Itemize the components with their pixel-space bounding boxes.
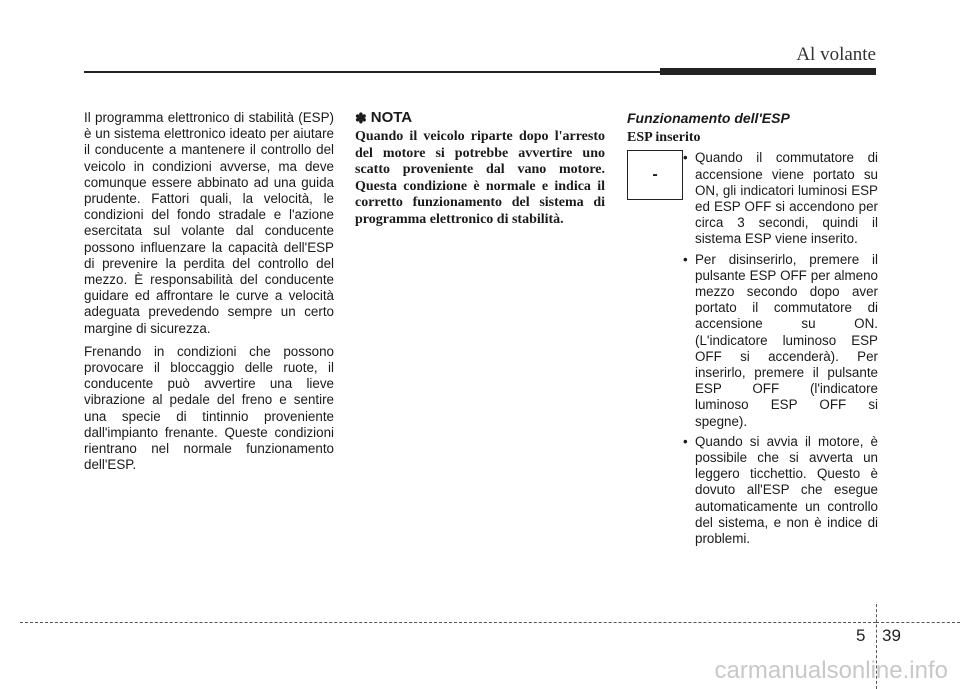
intro-paragraph-1: Il programma elettronico di stabilità (ESP) è un sistema elettronico ideato per aiutare il conducente a mantenere il controllo del veicolo in condizioni avverse, ma deve comunque essere abbinato ad una guida prudente. Fattori quali, la velocità, le condizioni del fondo stradale e l'azione esercitata sul volante dal conducente possono influenzare la capacità dell'ESP di prevenire la perdita del controllo del mezzo. È responsabilità del conducente guidare ed affrontare le curve a velocità adeguata prevedendo sempre un certo margine di sicurezza. [84,110,334,336]
chapter-number: 5 [856,626,866,645]
intro-paragraph-2: Frenando in condizioni che possono provocare il bloccaggio delle ruote, il conducente può avvertire una lieve vibrazione al pedale del freno e sentire una specie di tintinnio proveniente dall'impianto frenante. Queste condizioni rientrano nel normale funzionamento dell'ESP. [84,343,334,473]
list-item: • Per disinserirlo, premere il pulsante ESP OFF per almeno mezzo secondo dopo aver portato il commutatore di accensione su ON. (L'indicatore luminoso ESP OFF si accenderà). Per inserirlo, premere il pulsante ESP OFF (l'indicatore luminoso ESP OFF si spegne). [683,252,878,430]
subheading: ESP inserito [627,130,701,146]
column-intro [84,110,334,480]
esp-indicator-label: - [652,166,658,183]
note-body: Quando il veicolo riparte dopo l'arresto del motore si potrebbe avvertire uno scatto proveniente dal vano motore. Questa condizione è normale e indica il corretto funzionamento del sistema di programma elettronico di stabilità. [355,129,605,227]
footer-rule [20,622,876,623]
footer-rule-right [876,622,960,623]
page-header-title: Al volante [796,44,876,65]
header-rule-accent [660,68,876,75]
column-note [355,110,605,228]
list-item: • Quando il commutatore di accensione viene portato su ON, gli indicatori luminosi ESP ed ESP OFF si accendono per circa 3 secondi, quindi il sistema ESP viene inserito. [683,150,878,247]
page-number: 39 [882,626,901,645]
esp-indicator-box [627,150,683,200]
note-title: NOTA [370,109,413,126]
esp-bullet-list [683,150,878,547]
note-heading [355,110,605,126]
watermark: carmanualsonline.info [714,657,948,684]
list-item: • Quando si avvia il motore, è possibile che si avverta un leggero ticchettio. Questo è dovuto all'ESP che esegue automaticamente un controllo del sistema, e non è indice di problemi. [683,434,878,547]
asterisk-icon: ✽ [355,110,367,126]
header-rule [84,71,660,73]
section-title: Funzionamento dell'ESP [627,110,790,126]
